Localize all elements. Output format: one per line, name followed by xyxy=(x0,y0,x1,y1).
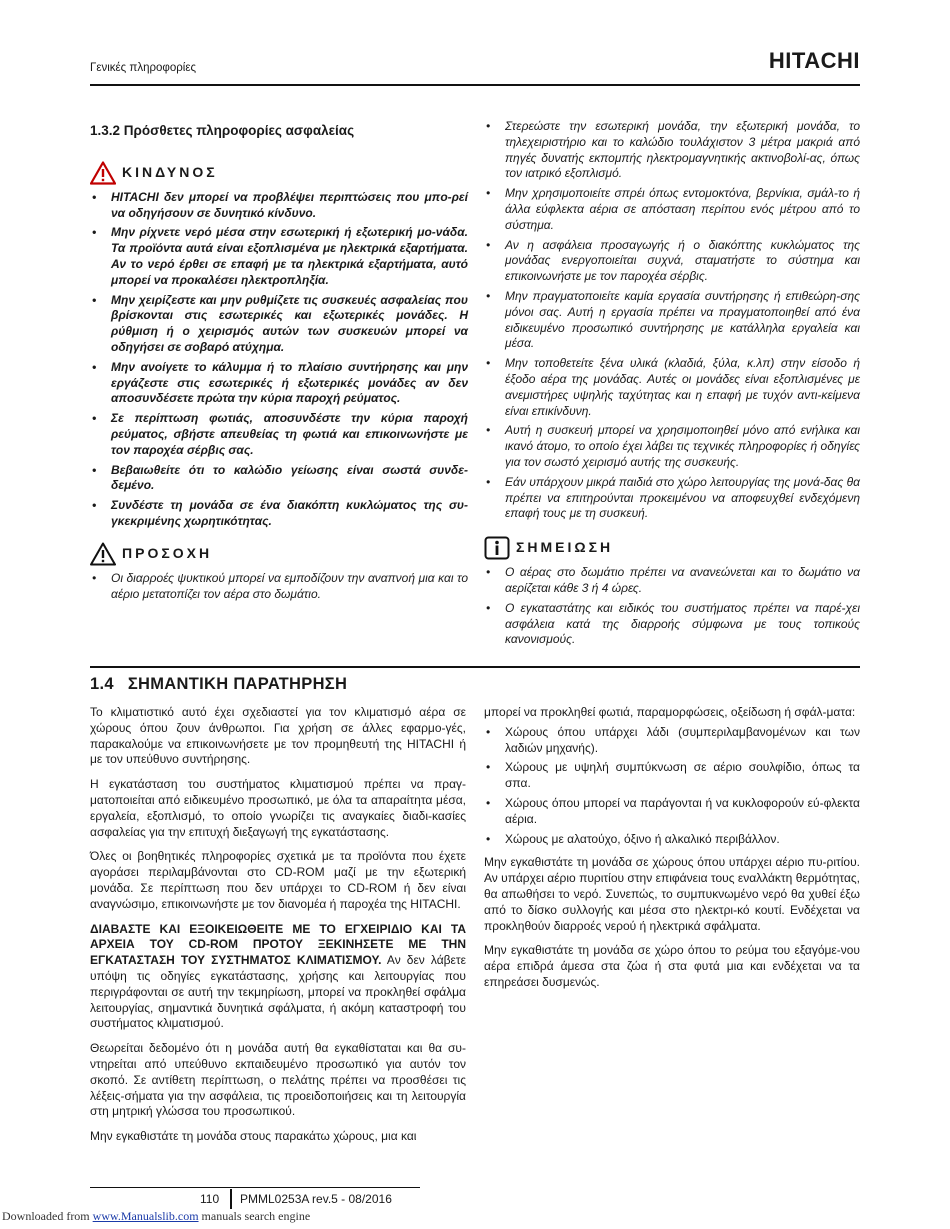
paragraph: Η εγκατάσταση του συστήματος κλιματισμού πρέπει να πραγ-ματοποιείται από ειδικευμένο προσωπικό, με όλα τα απαραίτητα μέσα, εργαλεία, εξοπλισμό, το οποίο γνωρίζει τις αναγκαίες διαδι-κασίες ασφαλείας για την επιτυχή διεξαγωγή της εγκατάστασης. xyxy=(90,777,466,839)
paragraph: Μην εγκαθιστάτε τη μονάδα σε χώρο όπου το ρεύμα του εξαγόμε-νου αέρα επιδρά άμεσα στα ζώα ή στα φυτά μια και ενδέχεται να τα επηρεάσει δυσμενώς. xyxy=(484,943,860,989)
locations-list xyxy=(484,725,860,848)
safety-item: • Μην τοποθετείτε ξένα υλικά (κλαδιά, ξύλα, κ.λπ) στην είσοδο ή έξοδο αέρα της μονάδας. Αυτές οι μονάδες είναι εξοπλισμένες με ανεμιστήρες υψηλής ταχύτητας και η επαφή με τυχόν αντι-κείμενα είναι επικίνδυνη. xyxy=(484,356,860,419)
safety-left-column xyxy=(90,119,468,606)
danger-item: • Μην χειρίζεστε και μην ρυθμίζετε τις συσκευές ασφαλείας που βρίσκονται στις εσωτερικές και εξωτερικές μονάδες. Η ρύθμιση ή ο χειρισμός αυτών των συσκευών μπορεί να οδηγήσει σε σοβαρό ατύχημα. xyxy=(90,293,468,356)
section-1-3-2-heading: 1.3.2 Πρόσθετες πληροφορίες ασφαλείας xyxy=(90,123,355,138)
safety-item: • Αν η ασφάλεια προσαγωγής ή ο διακόπτης κυκλώματος της μονάδας ενεργοποιείται συχνά, σταματήστε το σύστημα και επικοινωνήστε με τον παροχέα σέρβις. xyxy=(484,238,860,285)
info-note-icon xyxy=(484,536,510,560)
caps-warning-text: ΔΙΑΒΑΣΤΕ ΚΑΙ ΕΞΟΙΚΕΙΩΘΕΙΤΕ ΜΕ ΤΟ ΕΓΧΕΙΡΙΔΙΟ ΚΑΙ ΤΑ ΑΡΧΕΙΑ ΤΟΥ CD-ROM ΠΡΟΤΟΥ ΞΕΚΙΝΗΣΕΤΕ ΜΕ ΤΗΝ ΕΓΚΑΤΑΣΤΑΣΗ ΤΟΥ ΣΥΣΤΗΜΑΤΟΣ ΚΛΙΜΑΤΙΣΜΟΥ. xyxy=(90,921,466,968)
danger-warning-triangle-icon xyxy=(90,161,116,185)
danger-item: • Μην ρίχνετε νερό μέσα στην εσωτερική ή εξωτερική μο-νάδα. Τα προϊόντα αυτά είναι εξοπλισμένα με ηλεκτρικά εξαρτήματα. Αν το νερό έρθει σε επαφή με τα ηλεκτρικά εξαρτήματα, αυτό μπορεί να προκαλέσει ηλεκτροπληξία. xyxy=(90,225,468,288)
safety-item: • Στερεώστε την εσωτερική μονάδα, την εξωτερική μονάδα, το τηλεχειριστήριο και το καλώδιο τουλάχιστον 3 μέτρα μακριά από πηγές δυνατής εκπομπής ηλεκτρομαγνητικής ακτινοβολί-ας, όπως τον ιατρικό εξοπλισμό. xyxy=(484,119,860,182)
caps-follow-text: Αν δεν λάβετε υπόψη τις οδηγίες εγκατάστασης, χρήσης και λειτουργίας που περιγράφονται σε αυτή την τεκμηρίωση, μπορεί να προκληθεί σφάλμα λειτουργίας, σημαντικά δυνητικά σφάλματα, ή ακόμη καταστροφή του συστήματος κλιματισμού. xyxy=(90,953,466,1031)
danger-heading xyxy=(90,161,468,185)
page-header xyxy=(90,40,860,86)
notice-right-column xyxy=(484,705,860,1000)
document-code: PMML0253A rev.5 - 08/2016 xyxy=(240,1192,392,1206)
safety-item: • Αυτή η συσκευή μπορεί να χρησιμοποιηθεί μόνο από ενήλικα και ικανό άτομο, το οποίο έχει λάβει τις τεχνικές πληροφορίες ή οδηγίες για τον σωστό χειρισμό αυτής της συσκευής. xyxy=(484,423,860,470)
danger-item: • Βεβαιωθείτε ότι το καλώδιο γείωσης είναι σωστά συνδε-δεμένο. xyxy=(90,463,468,495)
footer-separator xyxy=(230,1189,232,1209)
note-heading xyxy=(484,536,860,560)
danger-item: • HITACHI δεν μπορεί να προβλέψει περιπτώσεις που μπο-ρεί να οδηγήσουν σε δυνητικό κίνδυνο. xyxy=(90,190,468,222)
download-prefix: Downloaded from xyxy=(2,1209,93,1223)
danger-item: • Σε περίπτωση φωτιάς, αποσυνδέστε την κύρια παροχή ρεύματος, σβήστε απευθείας τη φωτιά και επικοινωνήστε με τον παροχέα σέρβις σας. xyxy=(90,411,468,458)
danger-item: • Συνδέστε τη μονάδα σε ένα διακόπτη κυκλώματος της συ-γκεκριμένης χωρητικότητας. xyxy=(90,498,468,530)
danger-title: ΚΙΝΔΥΝΟΣ xyxy=(122,163,218,180)
safety-item: • Μην πραγματοποιείτε καμία εργασία συντήρησης ή επιθεώρη-σης μόνοι σας. Αυτή η εργασία πρέπει να πραγματοποιηθεί από ένα ειδικευμένο προσωπικό συντήρησης με κατάλληλα εργαλεία και μέσα. xyxy=(484,289,860,352)
section-title: ΣΗΜΑΝΤΙΚΗ ΠΑΡΑΤΗΡΗΣΗ xyxy=(127,675,348,693)
safety-item: • Εάν υπάρχουν μικρά παιδιά στο χώρο λειτουργίας της μονά-δας θα πρέπει να επιτηρούνται προκειμένου να αποφευχθεί ενδεχόμενη επαφή τους με τη συσκευή. xyxy=(484,475,860,522)
location-item: • Χώρους με υψηλή συμπύκνωση σε αέριο σουλφίδιο, όπως τα σπα. xyxy=(484,760,860,792)
danger-item: • Μην ανοίγετε το κάλυμμα ή το πλαίσιο συντήρησης και μην εργάζεστε στις εσωτερικές ή εξωτερικές μονάδες αν δεν αποσυνδέσετε πρώτα την κύρια παροχή ρεύματος. xyxy=(90,360,468,407)
download-notice xyxy=(2,1209,310,1224)
paragraph: Το κλιματιστικό αυτό έχει σχεδιαστεί για τον κλιματισμό αέρα σε χώρους όπου ζουν άνθρωποι. Για χρήση σε άλλες εφαρμο-γές, παρακαλούμε να επικοινωνήσετε με τον προμηθευτή της HITACHI ή με τον υπεύθυνο συντήρησης. xyxy=(90,705,466,767)
location-item: • Χώρους με αλατούχο, όξινο ή αλκαλικό περιβάλλον. xyxy=(484,832,860,848)
caution-heading xyxy=(90,542,468,566)
hitachi-logo: HITACHI xyxy=(768,48,860,73)
caution-item: • Οι διαρροές ψυκτικού μπορεί να εμποδίζουν την αναπνοή μια και το αέριο μετατοπίζει τον αέρα στο δωμάτιο. xyxy=(90,571,468,603)
note-item: • Ο εγκαταστάτης και ειδικός του συστήματος πρέπει να παρέ-χει ασφάλεια κατά της διαρροής σύμφωνα με τους τοπικούς κανονισμούς. xyxy=(484,601,860,648)
section-number: 1.4 xyxy=(90,675,114,693)
safety-right-list xyxy=(484,119,860,522)
caution-title: ΠΡΟΣΟΧΗ xyxy=(122,544,213,561)
location-item: • Χώρους όπου υπάρχει λάδι (συμπεριλαμβανομένων και των λαδιών μηχανής). xyxy=(484,725,860,757)
header-section-title: Γενικές πληροφορίες xyxy=(90,62,197,74)
location-item: • Χώρους όπου μπορεί να παράγονται ή να κυκλοφορούν εύ-φλεκτα αέρια. xyxy=(484,796,860,828)
safety-item: • Μην χρησιμοποιείτε σπρέι όπως εντομοκτόνα, βερνίκια, σμάλ-το ή άλλα εύφλεκτα αέρια σε απόσταση περίπου ενός μέτρου από το σύστημα. xyxy=(484,186,860,233)
note-list xyxy=(484,565,860,648)
paragraph: Μην εγκαθιστάτε τη μονάδα στους παρακάτω χώρους, μια και xyxy=(90,1129,417,1144)
caution-list xyxy=(90,571,468,603)
danger-list xyxy=(90,190,468,530)
paragraph: Θεωρείται δεδομένο ότι η μονάδα αυτή θα εγκαθίσταται και θα συ-ντηρείται από υπεύθυνο εκπαιδευμένο προσωπικό για αυτόν τον σκοπό. Σε αντίθετη περίπτωση, ο πελάτης πρέπει να προσθέσει τις λέξεις-σήματα για την ασφάλεια, τις προειδοποιήσεις και τη λειτουργία στη μητρική γλώσσα του προσωπικού. xyxy=(90,1041,466,1119)
note-item: • Ο αέρας στο δωμάτιο πρέπει να ανανεώνεται και το δωμάτιο να αερίζεται κάθε 3 ή 4 ώρες. xyxy=(484,565,860,597)
notice-left-column xyxy=(90,705,466,1154)
footer-rule xyxy=(90,1187,420,1188)
manualslib-link[interactable]: www.Manualslib.com xyxy=(92,1209,199,1223)
section-1-4-heading xyxy=(90,675,347,694)
paragraph: Μην εγκαθιστάτε τη μονάδα σε χώρους όπου υπάρχει αέριο πυ-ριτίου. Αν υπάρχει αέριο πυριτίου στην επιφάνεια τους εναλλάκτη θερμότητας, θα απωθήσει το νερό. Συνεπώς, το συμπυκνωμένο νερό θα χυθεί έξω από το δίσκο συλλογής και μέσα στο ηλεκτρι-κό κουτί. Ενδέχεται να προκληθούν διαρροές νερού ή ηλεκτρικά σφάλματα. xyxy=(484,855,860,933)
note-title: ΣΗΜΕΙΩΣΗ xyxy=(516,539,614,556)
download-suffix: manuals search engine xyxy=(198,1209,311,1223)
page-number: 110 xyxy=(200,1192,220,1206)
safety-right-column xyxy=(484,119,860,652)
caution-warning-triangle-icon xyxy=(90,542,116,566)
paragraph xyxy=(90,922,466,1033)
paragraph: μπορεί να προκληθεί φωτιά, παραμορφώσεις, οξείδωση ή σφάλ-ματα: xyxy=(484,705,856,719)
section-divider xyxy=(90,666,860,668)
paragraph: Όλες οι βοηθητικές πληροφορίες σχετικά με τα προϊόντα που έχετε αγοράσει περιλαμβάνονται στο CD-ROM μαζί με την εξωτερική μονάδα. Σε περίπτωση που δεν υπάρχει το CD-ROM ή δεν είναι αναγνώσιμο, επικοινωνήστε με τον διανομέα ή παροχέα της HITACHI. xyxy=(90,849,466,911)
